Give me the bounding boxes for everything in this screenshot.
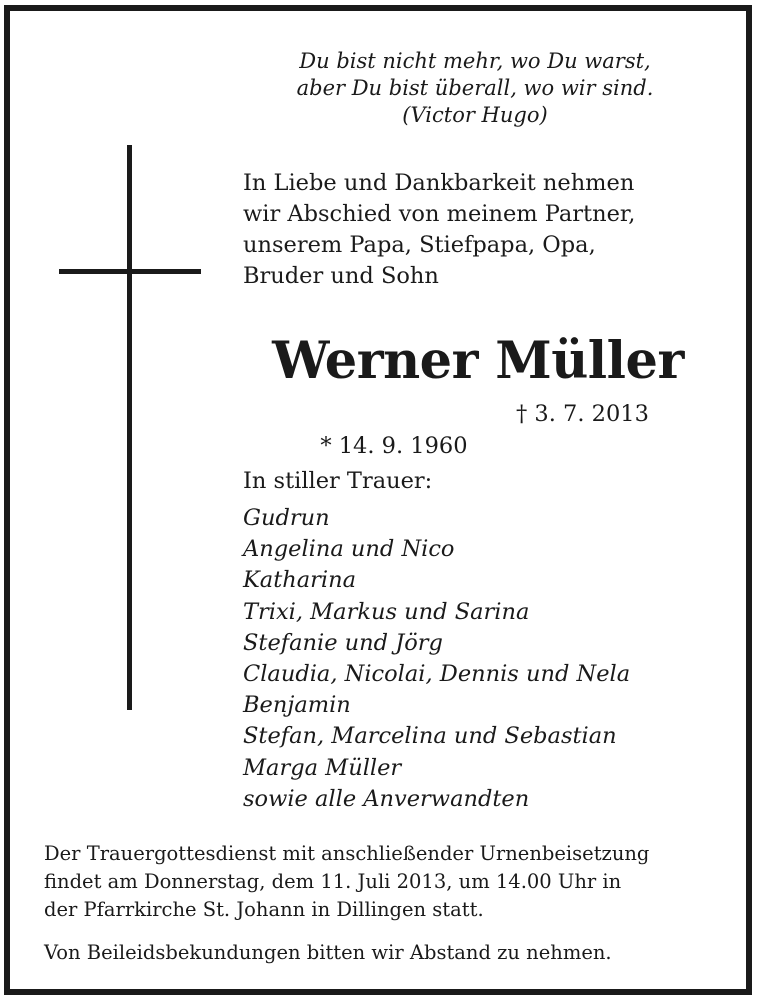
cross-icon-vertical-bar xyxy=(127,145,132,710)
mourner-item: Angelina und Nico xyxy=(243,536,455,563)
mourner-item: Katharina xyxy=(243,567,357,594)
death-date: † 3. 7. 2013 xyxy=(516,401,649,427)
quote-line-2: aber Du bist überall, wo wir sind. xyxy=(296,76,654,100)
mourner-item: Stefanie und Jörg xyxy=(243,629,443,656)
quote-line-1: Du bist nicht mehr, wo Du warst, xyxy=(299,49,651,73)
farewell-line-4: Bruder und Sohn xyxy=(243,263,439,289)
cross-icon-horizontal-bar xyxy=(59,269,201,274)
deceased-name: Werner Müller xyxy=(272,331,684,391)
mourner-item: Claudia, Nicolai, Dennis und Nela xyxy=(243,661,631,688)
farewell-line-1: In Liebe und Dankbarkeit nehmen xyxy=(243,170,635,196)
mourner-item: Benjamin xyxy=(243,692,351,719)
farewell-line-2: wir Abschied von meinem Partner, xyxy=(243,201,636,227)
farewell-text xyxy=(243,168,713,292)
farewell-line-3: unserem Papa, Stiefpapa, Opa, xyxy=(243,232,596,258)
service-line-1: Der Trauergottesdienst mit anschließender Urnenbeisetzung xyxy=(44,842,650,865)
service-line-2: findet am Donnerstag, dem 11. Juli 2013, um 14.00 Uhr in xyxy=(44,870,622,893)
service-line-3: der Pfarrkirche St. Johann in Dillingen statt. xyxy=(44,898,484,921)
mourning-label: In stiller Trauer: xyxy=(243,468,433,494)
memorial-quote xyxy=(240,48,710,129)
mourners-list xyxy=(243,503,723,815)
condolence-note: Von Beileidsbekundungen bitten wir Abstand zu nehmen. xyxy=(44,941,612,964)
mourner-item: sowie alle Anverwandten xyxy=(243,785,530,812)
service-announcement xyxy=(44,840,734,924)
mourner-item: Marga Müller xyxy=(243,754,402,781)
mourner-item: Stefan, Marcelina und Sebastian xyxy=(243,723,617,750)
birth-date: * 14. 9. 1960 xyxy=(320,433,468,459)
mourner-item: Trixi, Markus und Sarina xyxy=(243,598,530,625)
mourner-item: Gudrun xyxy=(243,505,330,531)
quote-author: (Victor Hugo) xyxy=(402,103,548,127)
